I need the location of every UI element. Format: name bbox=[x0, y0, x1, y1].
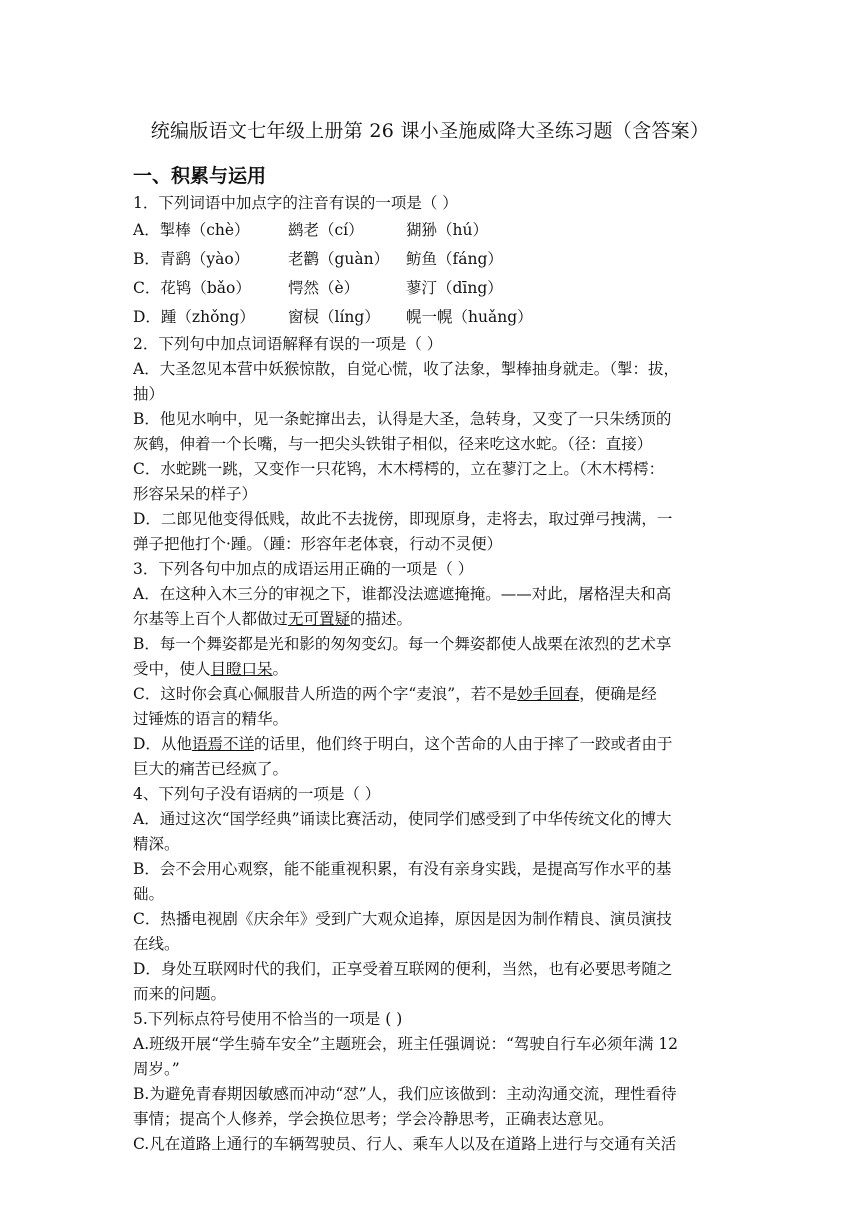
option-term: 愕然（è） bbox=[288, 279, 360, 297]
question-3-line bbox=[133, 732, 737, 757]
question-2-line: 抽） bbox=[133, 385, 165, 403]
option-term: D．踵（zhǒng） bbox=[133, 308, 255, 326]
question-5-line: C.凡在道路上通行的车辆驾驶员、行人、乘车人以及在道路上进行与交通有关活 bbox=[133, 1135, 677, 1153]
question-2 bbox=[133, 332, 737, 557]
question-3-line bbox=[133, 682, 737, 707]
section-heading: 一、积累与运用 bbox=[133, 165, 267, 187]
option-term: A．掣棒（chè） bbox=[133, 221, 250, 239]
question-5-line: B.为避免青春期因敏感而冲动“怼”人，我们应该做到：主动沟通交流，理性看待 bbox=[133, 1085, 677, 1103]
question-2-line: 形容呆呆的样子） bbox=[133, 485, 258, 503]
question-2-line: A．大圣忽见本营中妖猴惊散，自觉心慌，收了法象，掣棒抽身就走。（掣：拔， bbox=[133, 360, 679, 378]
question-3-line bbox=[133, 607, 737, 632]
document-title: 统编版语文七年级上册第 26 课小圣施威降大圣练习题（含答案） bbox=[150, 120, 710, 142]
question-3 bbox=[133, 557, 737, 782]
question-4-line: 精深。 bbox=[133, 835, 180, 853]
question-2-line: 弹子把他打个·踵。（踵：形容年老体衰，行动不灵便） bbox=[133, 535, 503, 553]
text-run: 的话里，他们终于明白，这个苦命的人由于摔了一跤或者由于 bbox=[253, 735, 673, 753]
question-2-line: B．他见水响中，见一条蛇撺出去，认得是大圣，急转身，又变了一只朱绣顶的 bbox=[133, 410, 672, 428]
question-4-line: D．身处互联网时代的我们，正享受着互联网的便利，当然，也有必要思考随之 bbox=[133, 960, 673, 978]
text-run: ，便确是经 bbox=[579, 685, 657, 703]
underlined-idiom: 语焉不详 bbox=[191, 735, 254, 753]
question-1-option-c bbox=[133, 274, 737, 303]
text-run: 的描述。 bbox=[350, 610, 413, 628]
question-2-stem: 2．下列句中加点词语解释有误的一项是（ ） bbox=[133, 335, 443, 353]
question-4-line: A．通过这次“国学经典”诵读比赛活动，使同学们感受到了中华传统文化的博大 bbox=[133, 810, 672, 828]
question-4-stem: 4、下列句子没有语病的一项是（ ） bbox=[133, 785, 381, 803]
text-run: 尔基等上百个人都做过 bbox=[133, 610, 289, 628]
exercise-content bbox=[133, 191, 737, 1157]
question-4-line: B．会不会用心观察，能不能重视积累，有没有亲身实践，是提高写作水平的基 bbox=[133, 860, 672, 878]
question-4 bbox=[133, 782, 737, 1007]
option-term: 幌一幌（huǎng） bbox=[406, 308, 533, 326]
question-4-line: C．热播电视剧《庆余年》受到广大观众追捧，原因是因为制作精良、演员演技 bbox=[133, 910, 672, 928]
question-4-line: 而来的问题。 bbox=[133, 985, 227, 1003]
question-1-option-b bbox=[133, 245, 737, 274]
question-1-option-a bbox=[133, 216, 737, 245]
option-term: 蓼汀（dīng） bbox=[406, 279, 503, 297]
question-2-line: C．水蛇跳一跳，又变作一只花鸨，木木樗樗的，立在蓼汀之上。（木木樗樗： bbox=[133, 460, 665, 478]
question-3-line: A．在这种入木三分的审视之下，谁都没法遮遮掩掩。——对此，屠格涅夫和高 bbox=[133, 585, 672, 603]
text-run: D．从他 bbox=[133, 735, 192, 753]
underlined-idiom: 妙手回春 bbox=[517, 685, 580, 703]
question-3-line bbox=[133, 657, 737, 682]
text-run: 。 bbox=[272, 660, 289, 678]
option-term: C．花鸨（bǎo） bbox=[133, 279, 251, 297]
question-3-line: B．每一个舞姿都是光和影的匆匆变幻。每一个舞姿都使人战栗在浓烈的艺术享 bbox=[133, 635, 672, 653]
question-5-line: A.班级开展“学生骑车安全”主题班会，班主任强调说：“驾驶自行车必须年满 12 bbox=[133, 1035, 679, 1053]
underlined-idiom: 目瞪口呆 bbox=[210, 660, 273, 678]
question-3-line: 过锤炼的语言的精华。 bbox=[133, 710, 289, 728]
question-1-stem: 1．下列词语中加点字的注音有误的一项是（ ） bbox=[133, 194, 458, 212]
option-term: 窗棂（líng） bbox=[288, 308, 380, 326]
question-2-line: 灰鹤，伸着一个长嘴，与一把尖头铁钳子相似，径来吃这水蛇。（径：直接） bbox=[133, 435, 653, 453]
question-4-line: 在线。 bbox=[133, 935, 180, 953]
question-1-option-d bbox=[133, 303, 737, 332]
option-term: 鹚老（cí） bbox=[288, 221, 364, 239]
question-5-stem: 5.下列标点符号使用不恰当的一项是 ( ) bbox=[133, 1010, 403, 1028]
text-run: C．这时你会真心佩服昔人所造的两个字“麦浪”，若不是 bbox=[133, 685, 518, 703]
option-term: 老鹳（guàn） bbox=[288, 250, 390, 268]
underlined-idiom: 无可置疑 bbox=[288, 610, 351, 628]
option-term: 鲂鱼（fáng） bbox=[406, 250, 503, 268]
question-5-line: 事情；提高个人修养，学会换位思考；学会冷静思考，正确表达意见。 bbox=[133, 1110, 614, 1128]
question-5-line: 周岁。” bbox=[133, 1060, 180, 1078]
question-4-line: 础。 bbox=[133, 885, 165, 903]
option-term: 猢狲（hú） bbox=[406, 221, 488, 239]
question-3-line: 巨大的痛苦已经疯了。 bbox=[133, 760, 289, 778]
option-term: B．青鹞（yào） bbox=[133, 250, 250, 268]
question-3-stem: 3．下列各句中加点的成语运用正确的一项是（ ） bbox=[133, 560, 474, 578]
text-run: 受中，使人 bbox=[133, 660, 211, 678]
question-2-line: D．二郎见他变得低贱，故此不去拢傍，即现原身，走将去，取过弹弓拽满，一 bbox=[133, 510, 673, 528]
question-5 bbox=[133, 1007, 737, 1157]
question-1 bbox=[133, 191, 737, 332]
